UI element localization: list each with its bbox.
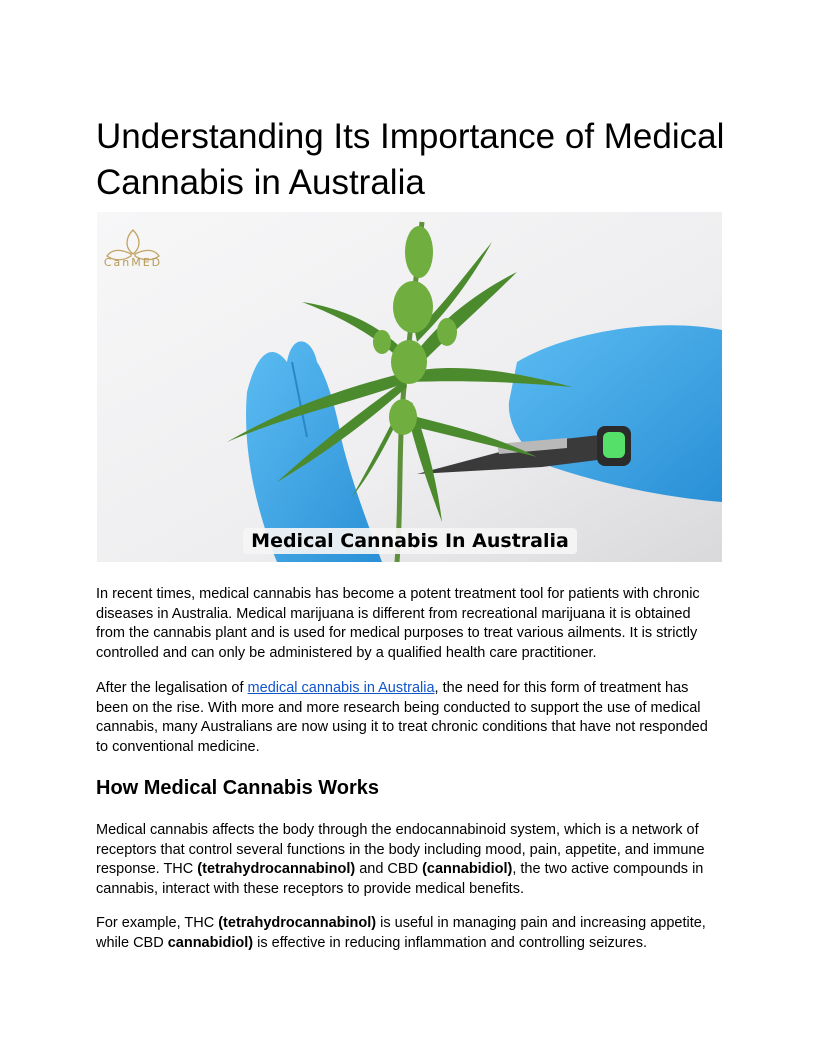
p3-part3: , the two active compounds in cannabis, interact with these receptors to provide medical benefits. [96, 861, 704, 897]
hero-image [97, 212, 722, 562]
p4-bold-cbd: cannabidiol) [167, 934, 254, 951]
medical-cannabis-link[interactable]: medical cannabis in Australia [247, 680, 435, 696]
p3-bold-thc: (tetrahydrocannabinol) [197, 861, 356, 877]
paragraph-legalisation-before: After the legalisation of [96, 680, 248, 696]
document-title: Understanding Its Importance of Medical Cannabis in Australia [96, 117, 725, 202]
p4-bold-thc: (tetrahydrocannabinol) [218, 915, 377, 931]
paragraph-legalisation [96, 679, 720, 757]
p3-part2: and CBD [355, 861, 423, 877]
paragraph-legalisation-after: , the need for this form of treatment has been on the rise. With more and more research being conducted to support the use of medical cannabis, many Australians are now using it to treat chronic conditions that have not responded to conventional medicine. [96, 680, 708, 755]
hero-caption [172, 526, 648, 556]
paragraph-example [96, 914, 720, 953]
p3-bold-cbd: (cannabidiol) [422, 861, 513, 877]
hero-caption-text: Medical Cannabis In Australia [243, 528, 577, 554]
p4-part1: For example, THC [96, 915, 219, 931]
cannabis-trimming-illustration [97, 212, 722, 562]
p4-part3: is effective in reducing inflammation and controlling seizures. [253, 934, 647, 951]
section-heading: How Medical Cannabis Works [96, 777, 380, 799]
p4-part2: is useful in managing pain and increasing appetite, while CBD [96, 915, 706, 951]
p3-part1: Medical cannabis affects the body through the endocannabinoid system, which is a network of receptors that control several functions in the body including mood, pain, appetite, and immune response. THC [96, 822, 705, 877]
paragraph-intro: In recent times, medical cannabis has become a potent treatment tool for patients with chronic diseases in Australia. Medical marijuana is different from recreational marijuana it is obtained from the cannabis plant and is used for medical purposes to treat various ailments. It is strictly controlled and can only be administered by a qualified health care practitioner. [96, 586, 700, 661]
paragraph-how-it-works [96, 821, 720, 899]
canmed-logo-text: CanMED [103, 256, 163, 269]
